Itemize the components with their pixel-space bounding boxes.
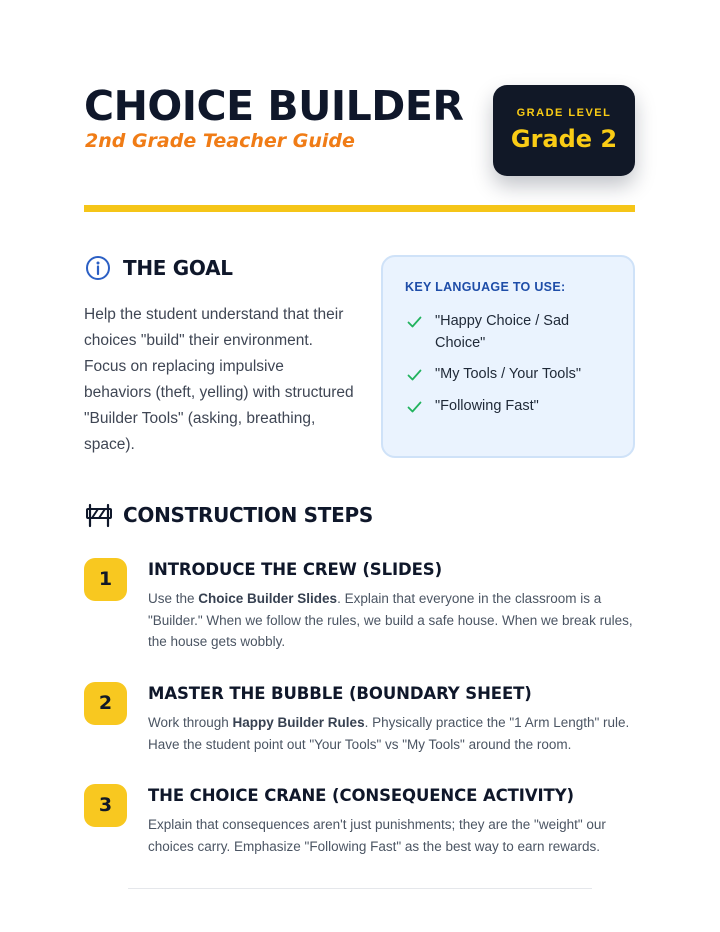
step-item: [84, 558, 644, 653]
road-barrier-icon: [85, 502, 113, 528]
key-language-text: "Happy Choice / Sad Choice": [435, 313, 570, 351]
page-subtitle: 2nd Grade Teacher Guide: [85, 130, 355, 152]
step-description: Work through Happy Builder Rules. Physically practice the "1 Arm Length" rule. Have the student point out "Your Tools" vs "My Tools" around the room.: [148, 715, 630, 752]
step-number-badge: 2: [84, 682, 127, 725]
step-number-badge: 3: [84, 784, 127, 827]
check-icon: [407, 316, 422, 328]
construction-steps-heading: CONSTRUCTION STEPS: [123, 503, 373, 527]
key-language-box: [381, 255, 635, 458]
grade-level-badge: [493, 85, 635, 176]
key-language-item: [405, 396, 615, 418]
goal-heading: THE GOAL: [123, 256, 233, 280]
key-language-text: "Following Fast": [435, 397, 539, 414]
step-item: [84, 784, 644, 859]
key-language-item: [405, 364, 615, 386]
grade-level-value: Grade 2: [510, 125, 618, 153]
step-title: THE CHOICE CRANE (CONSEQUENCE ACTIVITY): [148, 786, 574, 805]
step-description: Explain that consequences aren't just punishments; they are the "weight" our choices carry. Emphasize "Following Fast" as the best way to earn rewards.: [148, 817, 606, 854]
step-title: MASTER THE BUBBLE (BOUNDARY SHEET): [148, 684, 532, 703]
check-icon: [407, 369, 422, 381]
check-icon: [407, 401, 422, 413]
key-language-text: "My Tools / Your Tools": [435, 366, 581, 382]
grade-level-label: GRADE LEVEL: [516, 107, 612, 119]
page-title: CHOICE BUILDER: [84, 82, 464, 130]
step-item: [84, 682, 644, 757]
footer-divider: [128, 888, 592, 889]
info-icon: [85, 255, 111, 281]
goal-description: Help the student understand that their choices "build" their environment. Focus on replacing impulsive behaviors (theft, yelling) with structured "Builder Tools" (asking, breathing, space).: [84, 306, 354, 453]
step-number-badge: 1: [84, 558, 127, 601]
key-language-list: [405, 311, 615, 427]
step-title: INTRODUCE THE CREW (SLIDES): [148, 560, 443, 579]
header-divider: [84, 205, 635, 212]
step-description: Use the Choice Builder Slides. Explain that everyone in the classroom is a "Builder." When we follow the rules, we build a safe house. When we break rules, the house gets wobbly.: [148, 591, 633, 649]
key-language-title: KEY LANGUAGE TO USE:: [405, 280, 566, 294]
key-language-item: [405, 311, 615, 354]
